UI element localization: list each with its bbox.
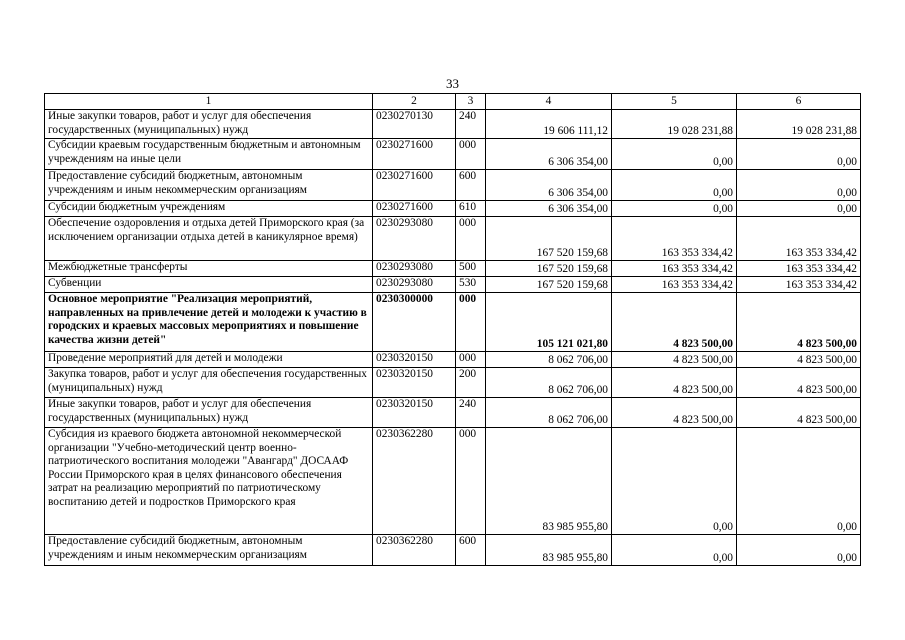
- table-row: [45, 352, 861, 368]
- row-name-cell: Субвенции: [45, 277, 373, 293]
- row-value-col5: 0,00: [612, 535, 737, 566]
- row-type-cell: 500: [456, 261, 486, 277]
- table-row: [45, 261, 861, 277]
- row-name-cell: Иные закупки товаров, работ и услуг для обеспечения государственных (муниципальных) нужд: [45, 398, 373, 428]
- page-number: 33: [446, 76, 459, 91]
- column-header: 2: [373, 94, 456, 110]
- table-row: [45, 170, 861, 201]
- row-type-cell: 000: [456, 217, 486, 261]
- row-value-col4: 167 520 159,68: [486, 277, 612, 293]
- row-value-col5: 163 353 334,42: [612, 261, 737, 277]
- table-row: [45, 139, 861, 170]
- row-type-cell: 000: [456, 428, 486, 535]
- row-type-cell: 200: [456, 368, 486, 398]
- row-name-cell: Обеспечение оздоровления и отдыха детей Приморского края (за исключением организации отдыха детей в каникулярное время): [45, 217, 373, 261]
- row-code-cell: 0230362280: [373, 428, 456, 535]
- row-name-cell: Основное мероприятие "Реализация мероприятий, направленных на привлечение детей и молодежи к участию в городских и краевых массовых мероприятиях и повышение качества жизни детей": [45, 293, 373, 352]
- row-value-col4: 83 985 955,80: [486, 535, 612, 566]
- row-name-cell: Предоставление субсидий бюджетным, автономным учреждениям и иным некоммерческим организациям: [45, 170, 373, 201]
- row-name-cell: Межбюджетные трансферты: [45, 261, 373, 277]
- row-value-col6: 4 823 500,00: [737, 352, 861, 368]
- column-header: 3: [456, 94, 486, 110]
- table-row: [45, 201, 861, 217]
- row-value-col5: 0,00: [612, 170, 737, 201]
- row-value-col4: 6 306 354,00: [486, 139, 612, 170]
- table-row: [45, 110, 861, 139]
- row-value-col4: 6 306 354,00: [486, 170, 612, 201]
- row-type-cell: 530: [456, 277, 486, 293]
- table-row: [45, 535, 861, 566]
- row-value-col5: 4 823 500,00: [612, 293, 737, 352]
- row-value-col4: 167 520 159,68: [486, 217, 612, 261]
- row-value-col6: 163 353 334,42: [737, 261, 861, 277]
- column-header-row: [45, 94, 861, 110]
- row-type-cell: 240: [456, 110, 486, 139]
- row-value-col5: 0,00: [612, 428, 737, 535]
- column-header: 1: [45, 94, 373, 110]
- row-name-cell: Иные закупки товаров, работ и услуг для обеспечения государственных (муниципальных) нужд: [45, 110, 373, 139]
- row-value-col4: 105 121 021,80: [486, 293, 612, 352]
- row-type-cell: 600: [456, 535, 486, 566]
- row-code-cell: 0230293080: [373, 277, 456, 293]
- row-value-col6: 163 353 334,42: [737, 217, 861, 261]
- table-row: [45, 293, 861, 352]
- row-value-col4: 8 062 706,00: [486, 352, 612, 368]
- row-value-col4: 8 062 706,00: [486, 368, 612, 398]
- row-value-col6: 4 823 500,00: [737, 368, 861, 398]
- table-body: [45, 110, 861, 566]
- row-value-col4: 83 985 955,80: [486, 428, 612, 535]
- row-value-col5: 0,00: [612, 201, 737, 217]
- row-value-col5: 4 823 500,00: [612, 398, 737, 428]
- row-type-cell: 000: [456, 293, 486, 352]
- table-row: [45, 217, 861, 261]
- row-value-col5: 4 823 500,00: [612, 352, 737, 368]
- row-type-cell: 000: [456, 352, 486, 368]
- row-value-col6: 0,00: [737, 170, 861, 201]
- row-code-cell: 0230320150: [373, 398, 456, 428]
- table-row: [45, 398, 861, 428]
- row-value-col4: 19 606 111,12: [486, 110, 612, 139]
- row-value-col4: 8 062 706,00: [486, 398, 612, 428]
- row-type-cell: 600: [456, 170, 486, 201]
- row-name-cell: Субсидии бюджетным учреждениям: [45, 201, 373, 217]
- row-code-cell: 0230293080: [373, 217, 456, 261]
- table-row: [45, 277, 861, 293]
- column-header: 4: [486, 94, 612, 110]
- row-name-cell: Предоставление субсидий бюджетным, автономным учреждениям и иным некоммерческим организациям: [45, 535, 373, 566]
- column-header: 5: [612, 94, 737, 110]
- row-value-col6: 0,00: [737, 139, 861, 170]
- row-value-col4: 167 520 159,68: [486, 261, 612, 277]
- row-value-col5: 0,00: [612, 139, 737, 170]
- row-value-col4: 6 306 354,00: [486, 201, 612, 217]
- column-header: 6: [737, 94, 861, 110]
- row-name-cell: Проведение мероприятий для детей и молодежи: [45, 352, 373, 368]
- row-value-col6: 163 353 334,42: [737, 277, 861, 293]
- row-type-cell: 610: [456, 201, 486, 217]
- row-type-cell: 240: [456, 398, 486, 428]
- row-code-cell: 0230271600: [373, 139, 456, 170]
- row-name-cell: Субсидия из краевого бюджета автономной некоммерческой организации "Учебно-методический центр военно-патриотического воспитания молодежи "Авангард" ДОСААФ России Приморского края в целях финансового обеспечения затрат на реализацию мероприятий по патриотическому воспитанию детей и подростков Приморского края: [45, 428, 373, 535]
- row-code-cell: 0230300000: [373, 293, 456, 352]
- table-row: [45, 428, 861, 535]
- row-value-col5: 19 028 231,88: [612, 110, 737, 139]
- budget-table: [44, 93, 861, 566]
- row-code-cell: 0230271600: [373, 201, 456, 217]
- row-name-cell: Закупка товаров, работ и услуг для обеспечения государственных (муниципальных) нужд: [45, 368, 373, 398]
- row-value-col5: 163 353 334,42: [612, 217, 737, 261]
- row-value-col6: 4 823 500,00: [737, 398, 861, 428]
- row-value-col6: 0,00: [737, 535, 861, 566]
- row-value-col5: 4 823 500,00: [612, 368, 737, 398]
- row-code-cell: 0230293080: [373, 261, 456, 277]
- row-value-col6: 19 028 231,88: [737, 110, 861, 139]
- table-row: [45, 368, 861, 398]
- row-value-col6: 4 823 500,00: [737, 293, 861, 352]
- row-code-cell: 0230362280: [373, 535, 456, 566]
- row-code-cell: 0230271600: [373, 170, 456, 201]
- row-value-col6: 0,00: [737, 428, 861, 535]
- row-value-col5: 163 353 334,42: [612, 277, 737, 293]
- row-name-cell: Субсидии краевым государственным бюджетным и автономным учреждениям на иные цели: [45, 139, 373, 170]
- row-code-cell: 0230320150: [373, 368, 456, 398]
- row-value-col6: 0,00: [737, 201, 861, 217]
- row-type-cell: 000: [456, 139, 486, 170]
- row-code-cell: 0230320150: [373, 352, 456, 368]
- row-code-cell: 0230270130: [373, 110, 456, 139]
